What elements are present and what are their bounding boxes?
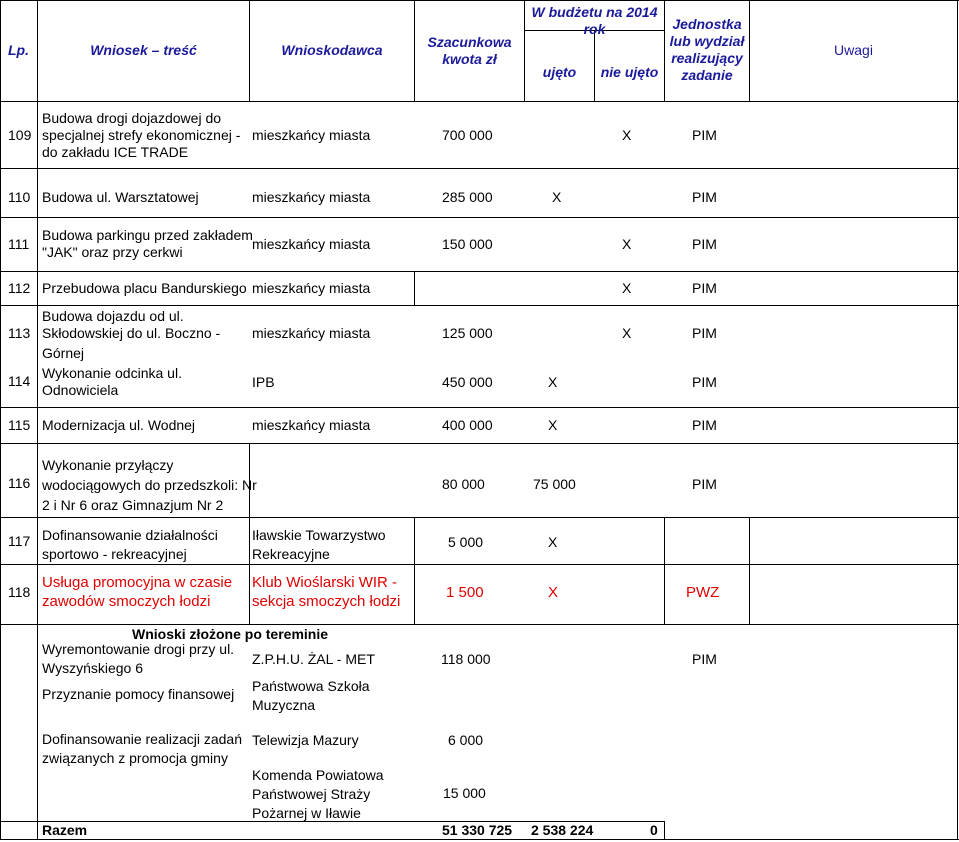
header-budzet-line: rok: [583, 21, 606, 37]
row-jednostka: PIM: [692, 476, 717, 492]
row-lp: 118: [8, 584, 31, 600]
border-header-bottom: [0, 101, 959, 102]
row-nie-ujeto: X: [622, 280, 632, 296]
row-tresc: [42, 455, 257, 515]
header-kwota: [415, 34, 524, 68]
tresc-line: Wykonanie odcinka ul.: [42, 365, 182, 381]
row-tresc: Budowa ul. Warsztatowej: [42, 189, 199, 205]
row-wnioskodawca: IPB: [252, 374, 275, 390]
row-wnioskodawca: mieszkańcy miasta: [252, 236, 371, 252]
col-border: [957, 0, 958, 840]
late-kwota: 118 000: [441, 651, 491, 667]
row-lp: 117: [8, 533, 31, 549]
wnioskodawca-line: Państwowej Straży: [252, 786, 371, 802]
tresc-line: Budowa drogi dojazdowej do: [42, 110, 222, 126]
row-ujeto: X: [548, 534, 558, 550]
total-label: Razem: [42, 822, 88, 838]
row-tresc: [42, 365, 182, 399]
row-jednostka: PWZ: [686, 584, 720, 601]
row-kwota: 150 000: [442, 236, 493, 252]
header-nie-ujeto: nie ujęto: [600, 64, 659, 80]
col-border: [37, 0, 38, 840]
late-wnioskodawca: Telewizja Mazury: [252, 732, 359, 748]
row-kwota: 700 000: [442, 127, 493, 143]
row-border: [0, 305, 959, 306]
row-kwota: 80 000: [442, 476, 485, 492]
tresc-line: specjalnej strefy ekonomicznej -: [42, 127, 241, 143]
row-tresc: [42, 308, 220, 362]
wnioskodawca-line: Komenda Powiatowa: [252, 767, 384, 783]
row-kwota: 5 000: [448, 534, 484, 550]
col-border: [0, 0, 1, 840]
header-ujeto: ujęto: [542, 64, 577, 80]
row-wnioskodawca: mieszkańcy miasta: [252, 280, 371, 296]
tresc-line: Usługa promocyjna w czasie: [42, 574, 233, 591]
row-tresc: [42, 227, 253, 261]
row-ujeto: 75 000: [533, 476, 576, 492]
late-tresc: [42, 730, 242, 768]
row-nie-ujeto: X: [622, 127, 632, 143]
header-jednostka-line: realizujący: [671, 50, 743, 66]
header-kwota-line: Szacunkowa: [427, 34, 512, 50]
row-border: [0, 624, 959, 625]
tresc-line: związanych z promocja gminy: [42, 750, 228, 766]
row-jednostka: PIM: [692, 374, 717, 390]
tresc-line: Budowa parkingu przed zakładem: [42, 227, 253, 243]
row-lp: 112: [8, 280, 31, 296]
col-border: [664, 517, 665, 625]
col-border: [414, 271, 415, 306]
border-top: [0, 0, 959, 1]
row-kwota: 1 500: [446, 584, 484, 601]
row-border: [0, 407, 959, 408]
late-wnioskodawca: [252, 766, 384, 823]
row-nie-ujeto: X: [622, 325, 632, 341]
row-jednostka: PIM: [692, 127, 717, 143]
late-wnioskodawca: Z.P.H.U. ŻAL - MET: [252, 651, 375, 667]
row-wnioskodawca: mieszkańcy miasta: [252, 325, 371, 341]
tresc-line: do zakładu ICE TRADE: [42, 144, 189, 160]
tresc-line: zawodów smoczych łodzi: [42, 593, 211, 610]
late-jednostka: PIM: [692, 651, 717, 667]
row-tresc: Modernizacja ul. Wodnej: [42, 417, 196, 433]
late-tresc: [42, 640, 234, 678]
row-jednostka: PIM: [692, 236, 717, 252]
wnioskodawca-line: Iławskie Towarzystwo: [252, 527, 386, 543]
row-tresc: [42, 110, 240, 161]
tresc-line: Budowa dojazdu od ul.: [42, 308, 184, 324]
col-border: [414, 517, 415, 625]
wnioskodawca-line: Państwowa Szkoła: [252, 678, 370, 694]
late-kwota: 6 000: [448, 732, 484, 748]
row-wnioskodawca: mieszkańcy miasta: [252, 189, 371, 205]
tresc-line: Skłodowskiej do ul. Boczno -: [42, 325, 221, 341]
tresc-line: Wyszyńskiego 6: [42, 660, 144, 676]
row-ujeto: X: [548, 584, 559, 601]
col-border: [249, 517, 250, 625]
tresc-line: wodociągowych do przedszkoli: Nr: [42, 477, 257, 493]
header-uwagi: Uwagi: [834, 42, 873, 58]
header-wniosek: Wniosek – treść: [90, 42, 197, 58]
row-lp: 111: [8, 236, 30, 252]
tresc-line: Górnej: [42, 345, 85, 361]
wnioskodawca-line: Rekreacyjne: [252, 546, 330, 562]
row-jednostka: PIM: [692, 280, 717, 296]
col-border: [664, 821, 665, 840]
row-lp: 115: [8, 417, 31, 433]
tresc-line: Dofinansowanie działalności: [42, 527, 218, 543]
row-lp: 114: [8, 373, 31, 389]
tresc-line: 2 i Nr 6 oraz Gimnazjum Nr 2: [42, 497, 224, 513]
total-nie-ujeto: 0: [650, 822, 658, 838]
row-nie-ujeto: X: [622, 236, 632, 252]
row-kwota: 125 000: [442, 325, 493, 341]
border-bottom: [0, 839, 959, 840]
row-jednostka: PIM: [692, 189, 717, 205]
header-jednostka-line: zadanie: [681, 67, 733, 83]
row-wnioskodawca: [252, 527, 386, 563]
header-jednostka-line: lub wydział: [669, 33, 745, 49]
row-kwota: 450 000: [442, 374, 493, 390]
row-jednostka: PIM: [692, 417, 717, 433]
row-lp: 109: [8, 127, 32, 143]
header-wnioskodawca: Wnioskodawca: [281, 42, 383, 58]
late-tresc: Przyznanie pomocy finansowej: [42, 686, 235, 702]
row-wnioskodawca: mieszkańcy miasta: [252, 127, 371, 143]
header-jednostka-line: Jednostka: [672, 16, 742, 32]
header-jednostka: [665, 16, 749, 84]
header-budzet: [525, 4, 664, 38]
row-border: [0, 517, 959, 518]
header-budzet-line: W budżetu na 2014: [531, 4, 658, 20]
row-border: [0, 443, 959, 444]
row-wnioskodawca: [252, 573, 400, 611]
tresc-line: Odnowiciela: [42, 382, 119, 398]
row-lp: 113: [8, 325, 31, 341]
row-tresc: [42, 527, 218, 563]
wnioskodawca-line: Klub Wioślarski WIR -: [252, 574, 398, 591]
tresc-line: Wykonanie przyłączy: [42, 457, 174, 473]
tresc-line: sportowo - rekreacyjnej: [42, 546, 187, 562]
row-border: [0, 217, 959, 218]
wnioskodawca-line: sekcja smoczych łodzi: [252, 593, 401, 610]
col-border: [749, 517, 750, 625]
row-jednostka: PIM: [692, 325, 717, 341]
row-lp: 110: [8, 189, 31, 205]
late-wnioskodawca: [252, 677, 370, 715]
row-lp: 116: [8, 475, 31, 491]
row-kwota: 285 000: [442, 189, 493, 205]
total-ujeto: 2 538 224: [531, 822, 594, 838]
row-border: [0, 168, 959, 169]
row-border: [0, 271, 959, 272]
late-kwota: 15 000: [443, 785, 486, 801]
tresc-line: "JAK" oraz przy cerkwi: [42, 244, 183, 260]
row-kwota: 400 000: [442, 417, 493, 433]
header-lp: Lp.: [8, 42, 29, 58]
row-ujeto: X: [552, 189, 562, 205]
row-border: [0, 564, 959, 565]
wnioskodawca-line: Muzyczna: [252, 697, 316, 713]
row-wnioskodawca: mieszkańcy miasta: [252, 417, 371, 433]
row-ujeto: X: [548, 374, 558, 390]
header-kwota-line: kwota zł: [442, 51, 497, 67]
section-title: Wnioski złożone po tereminie: [132, 626, 329, 642]
wnioskodawca-line: Pożarnej w Iławie: [252, 805, 361, 821]
row-tresc: Przebudowa placu Bandurskiego: [42, 280, 247, 296]
total-kwota: 51 330 725: [442, 822, 513, 838]
row-ujeto: X: [548, 417, 558, 433]
tresc-line: Wyremontowanie drogi przy ul.: [42, 641, 235, 657]
row-tresc: [42, 573, 232, 611]
tresc-line: Dofinansowanie realizacji zadań: [42, 731, 243, 747]
